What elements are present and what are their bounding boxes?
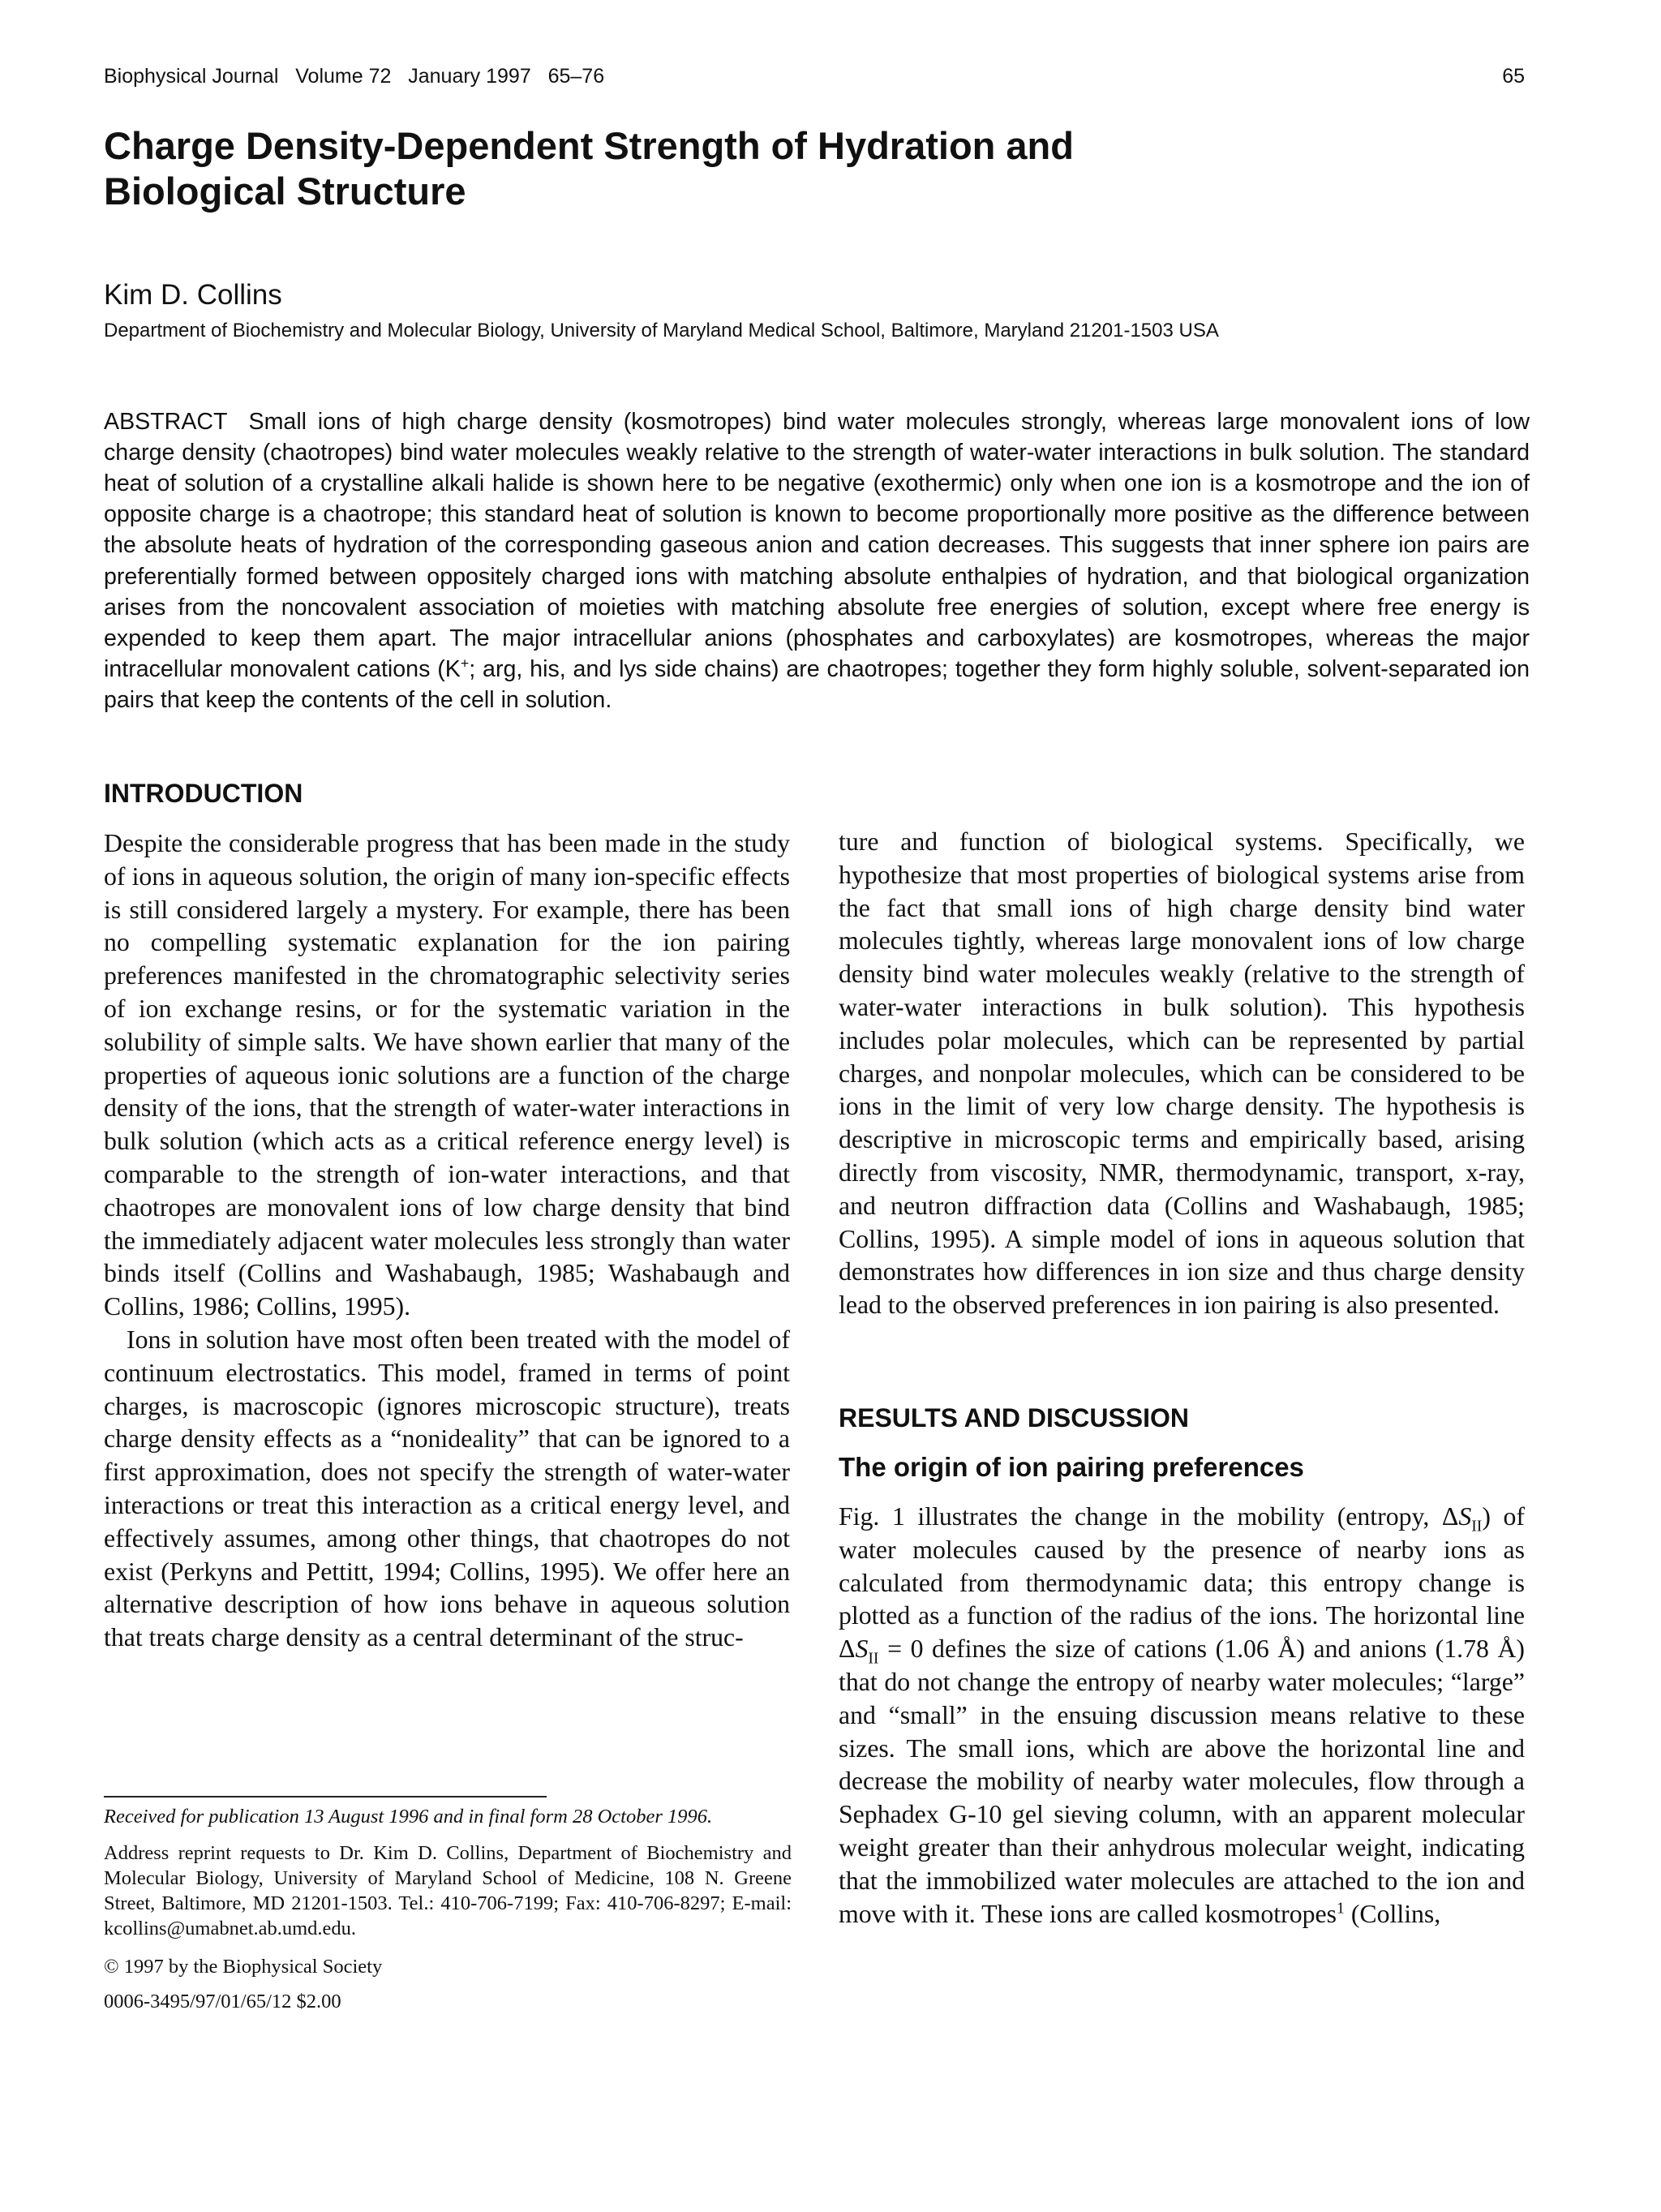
journal-date: January 1997 [408, 65, 531, 88]
abstract-label: ABSTRACT [104, 408, 228, 435]
left-column [104, 777, 790, 1655]
issn-line: 0006-3495/97/01/65/12 $2.00 [104, 1991, 341, 2012]
entropy-symbol-1: S [1458, 1501, 1472, 1531]
introduction-paragraph-2: Ions in solution have most often been treated with the model of continuum electrostatics. This model, framed in terms of point charges, is macroscopic (ignores microscopic structure), treats charge density effects as a “nonideality” that can be ignored to a first approximation, does not specify the strength of water-water interactions or treat this interaction as a critical energy level, and effectively assumes, among other things, that chaotropes do not exist (Perkyns and Pettitt, 1994; Collins, 1995). We offer here an alternative description of how ions behave in aqueous solution that treats charge density as a central determinant of the struc- [104, 1325, 790, 1652]
results-paragraph-1 [839, 1501, 1525, 1931]
abstract [104, 406, 1530, 716]
reprint-address: Address reprint requests to Dr. Kim D. Collins, Department of Biochemistry and Molecular Biology, University of Maryland School of Medicine, 108 N. Greene Street, Baltimore, MD 21201-1503. Tel.: 410-706-7199; Fax: 410-706-8297; E-mail: kcollins@umabnet.ab.umd.edu. [104, 1842, 792, 1939]
abstract-superscript: + [460, 655, 470, 672]
introduction-paragraph-3: ture and function of biological systems. Specifically, we hypothesize that most properties of biological systems arise from the fact that small ions of high charge density bind water molecules tightly, whereas large monovalent ions of low charge density bind water molecules weakly (relative to the strength of water-water interactions in bulk solution). This hypothesis includes polar molecules, which can be represented by partial charges, and nonpolar molecules, which can be considered to be ions in the limit of very low charge density. The hypothesis is descriptive in microscopic terms and empirically based, arising directly from viscosity, NMR, thermodynamic, transport, x-ray, and neutron diffraction data (Collins and Washabaugh, 1985; Collins, 1995). A simple model of ions in aqueous solution that demonstrates how differences in ion size and thus charge density lead to the observed preferences in ion pairing is also presented. [839, 827, 1525, 1320]
copyright-line: © 1997 by the Biophysical Society [104, 1956, 383, 1978]
footnote-rule [104, 1796, 547, 1798]
journal-pages: 65–76 [547, 65, 605, 88]
entropy-subscript-1: II [1471, 1517, 1483, 1536]
article-title [104, 123, 1320, 214]
results-heading: RESULTS AND DISCUSSION [839, 1402, 1190, 1432]
entropy-subscript-2: II [868, 1649, 879, 1668]
footnotes [104, 1804, 792, 2014]
entropy-symbol-2: S [855, 1634, 869, 1664]
introduction-paragraph-1: Despite the considerable progress that has been made in the study of ions in aqueous solution, the origin of many ion-specific effects is still considered largely a mystery. For example, there has been no compelling systematic explanation for the ion pairing preferences manifested in the chromatographic selectivity series of ion exchange resins, or for the systematic variation in the solubility of simple salts. We have shown earlier that many of the properties of aqueous ionic solutions are a function of the charge density of the ions, that the strength of water-water interactions in bulk solution (which acts as a critical reference energy level) is comparable to the strength of ion-water interactions, and that chaotropes are monovalent ions of low charge density that bind the immediately adjacent water molecules less strongly than water binds itself (Collins and Washabaugh, 1985; Washabaugh and Collins, 1986; Collins, 1995). [104, 829, 790, 1321]
author-affiliation: Department of Biochemistry and Molecular Biology, University of Maryland Medical School, Baltimore, Maryland 21201-1503 USA [104, 320, 1219, 341]
journal-name: Biophysical Journal [104, 65, 279, 88]
introduction-heading: INTRODUCTION [104, 779, 303, 808]
page-number: 65 [1502, 65, 1525, 88]
title-line-2: Biological Structure [104, 170, 466, 213]
results-text-d: (Collins, [1344, 1899, 1441, 1928]
results-text-a: Fig. 1 illustrates the change in the mobility (entropy, Δ [839, 1501, 1459, 1531]
abstract-text-1: Small ions of high charge density (kosmotropes) bind water molecules strongly, whereas large monovalent ions of low charge density (chaotropes) bind water molecules weakly relative to the strength of water-water interactions in bulk solution. The standard heat of solution of a crystalline alkali halide is shown here to be negative (exothermic) only when one ion is a kosmotrope and the ion of opposite charge is a chaotrope; this standard heat of solution is known to become proportionally more positive as the difference between the absolute heats of hydration of the corresponding gaseous anion and cation decreases. This suggests that inner sphere ion pairs are preferentially formed between oppositely charged ions with matching absolute enthalpies of hydration, and that biological organization arises from the noncovalent association of moieties with matching absolute free energies of solution, except where free energy is expended to keep them apart. The major intracellular anions (phosphates and carboxylates) are kosmotropes, whereas the major intracellular monovalent cations (K [104, 408, 1530, 683]
journal-volume: Volume 72 [295, 65, 392, 88]
journal-citation [104, 63, 604, 89]
results-text-b: ) of water molecules caused by the presence of nearby ions as calculated from thermodynamic data; this entropy change is plotted as a function of the radius of the ions. The horizontal line Δ [839, 1501, 1525, 1664]
received-note: Received for publication 13 August 1996 and in final form 28 October 1996. [104, 1806, 713, 1828]
author-name: Kim D. Collins [104, 279, 282, 311]
results-subheading: The origin of ion pairing preferences [839, 1451, 1304, 1482]
right-column [839, 826, 1525, 1931]
abstract-text-2: ; arg, his, and lys side chains) are chaotropes; together they form highly soluble, solvent-separated ion pairs that keep the contents of the cell in solution. [104, 656, 1530, 714]
title-line-1: Charge Density-Dependent Strength of Hydration and [104, 124, 1074, 167]
footnote-marker: 1 [1337, 1898, 1345, 1917]
results-text-c: = 0 defines the size of cations (1.06 Å) and anions (1.78 Å) that do not change the entropy of nearby water molecules; “large” and “small” in the ensuing discussion means relative to these sizes. The small ions, which are above the horizontal line and decrease the mobility of nearby water molecules, flow through a Sephadex G-10 gel sieving column, with an apparent molecular weight greater than their anhydrous molecular weight, indicating that the immobilized water molecules are attached to the ion and move with it. These ions are called kosmotropes [839, 1634, 1525, 1928]
